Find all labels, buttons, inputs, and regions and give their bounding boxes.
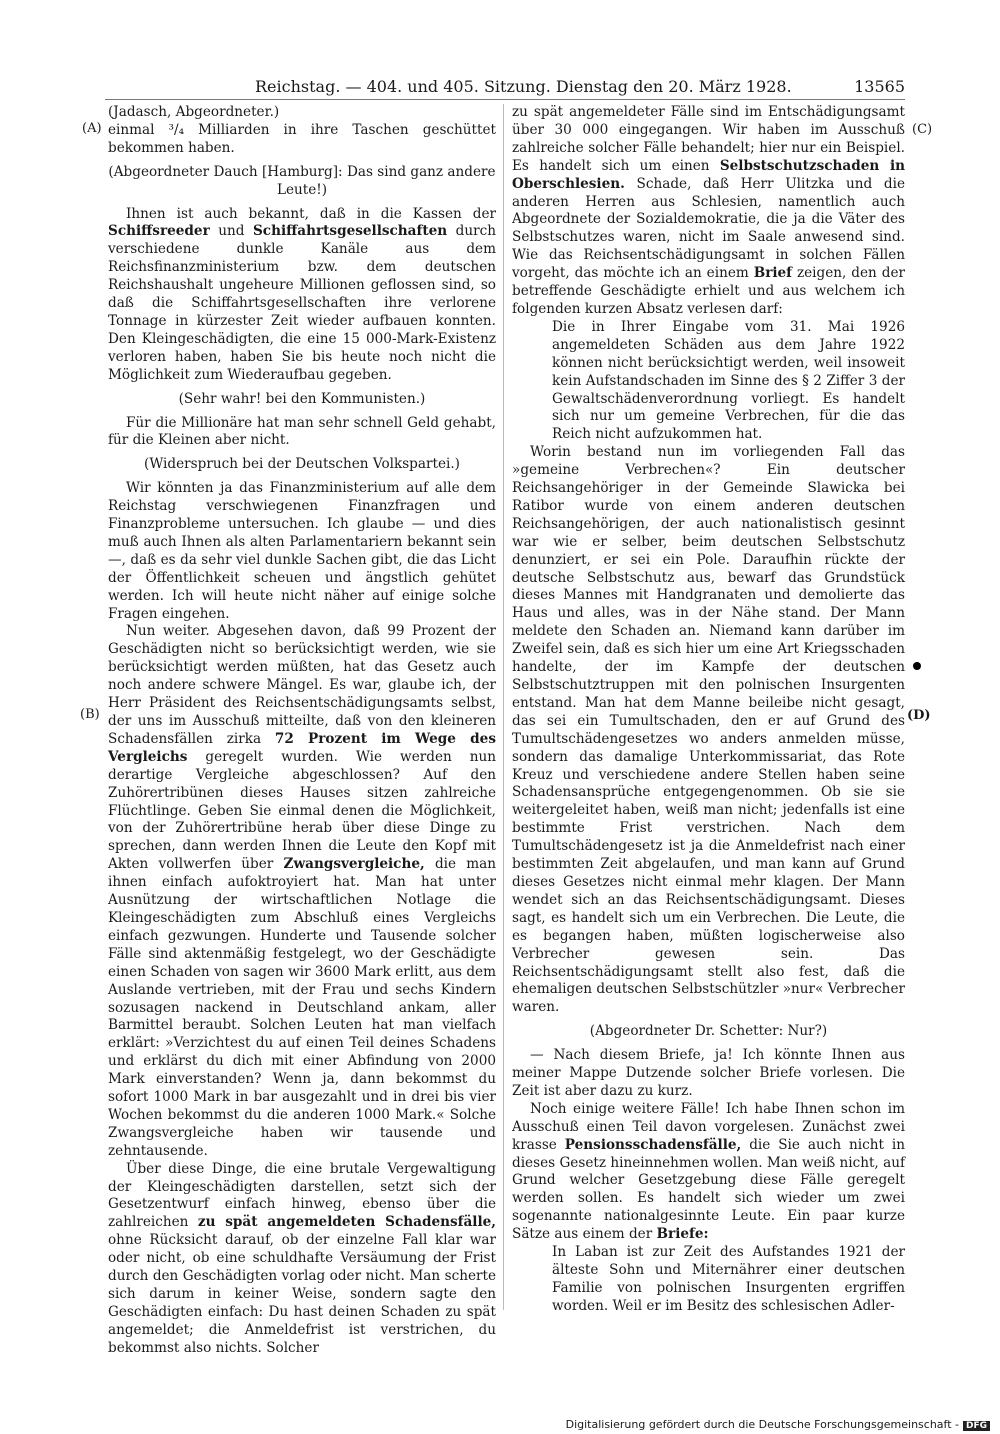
page-number: 13565: [854, 77, 905, 96]
bold-term: Selbstschutzschaden in Oberschlesien.: [512, 157, 906, 192]
ink-dot: [913, 662, 921, 670]
header-rule: [105, 99, 905, 100]
bold-term: 72 Prozent im Wege des Vergleichs: [108, 730, 496, 765]
bold-term: Schiffahrtsgesellschaften: [252, 223, 448, 240]
quoted-letter: Die in Ihrer Eingabe vom 31. Mai 1926 angemeldeten Schäden aus dem Jahre 1922 können nicht berücksichtigt werden, weil insoweit kein Aufstandschaden im Sinne des § 2 Ziffer 3 der Gewaltschädenverordnung vorliegt. Es handelt sich nur um gemeine Verbrechen, für die das Reich nicht aufzukommen hat.: [552, 318, 905, 443]
dfg-logo: DFG: [963, 1421, 990, 1431]
digitization-footer: [560, 1418, 990, 1431]
interjection: (Widerspruch bei der Deutschen Volkspartei.): [144, 456, 460, 473]
column-divider: [503, 104, 504, 1310]
margin-mark-c: (C): [912, 122, 933, 137]
paragraph: zu spät angemeldeter Fälle sind im Entschädigungsamt über 30 000 eingegangen. Wir haben im Ausschuß zahlreiche solcher Fälle behandelt; hier nur ein Beispiel. Es handelt sich um einen Selbstschutzschaden in Oberschlesien. Schade, daß Herr Ulitzka und die anderen Herren aus Schlesien, namentlich auch Abgeordnete der Sozialdemokratie, die ja die Väter des Selbstschutzes waren, nicht im Saale anwesend sind. Wie das Reichsentschädigungsamt in solchen Fällen vorgeht, das möchte ich an einem Brief zeigen, den der betreffende Geschädigte erhielt und aus welchem ich folgenden kurzen Absatz verlesen darf:: [512, 104, 906, 317]
bold-term: Pensionsschadensfälle,: [564, 1136, 742, 1153]
paragraph: Über diese Dinge, die eine brutale Vergewaltigung der Kleingeschädigten darstellen, setzt sich der Gesetzentwurf einfach hinweg, ebenso über die zahlreichen zu spät angemeldeten Schadensfälle, ohne Rücksicht darauf, ob der einzelne Fall klar war oder nicht, ob eine schuldhafte Versäumung der Frist durch den Geschädigten vorlag oder nicht. Man scherte sich darum in keiner Weise, sondern sagte den Geschädigten einfach: Du hast deinen Schaden zu spät angemeldet; die Anmeldefrist ist verstrichen, du bekommst also nichts. Solcher: [108, 1160, 496, 1356]
bold-term: Brief: [753, 265, 793, 282]
bold-term: Briefe:: [656, 1226, 709, 1243]
speaker-line: (Jadasch, Abgeordneter.): [108, 104, 280, 120]
paragraph: Ihnen ist auch bekannt, daß in die Kassen der Schiffsreeder und Schiffahrtsgesellschaften durch verschiedene dunkle Kanäle aus dem Reichsfinanzministerium bzw. dem deutschen Reichshaushalt ungeheure Millionen geflossen sind, so daß die Schiffahrtsgesellschaften ihre verlorene Tonnage in kürzester Zeit wieder aufbauen konnten. Den Kleingeschädigten, die eine 15 000-Mark-Existenz verloren haben, haben Sie bis heute noch nicht die Möglichkeit zum Wiederaufbau gegeben.: [108, 205, 496, 383]
running-header: [255, 77, 905, 99]
interjection: (Sehr wahr! bei den Kommunisten.): [178, 390, 426, 407]
margin-mark-d: (D): [907, 708, 931, 723]
bold-term: zu spät angemeldeten Schadensfälle,: [197, 1214, 496, 1231]
paragraph: Nun weiter. Abgesehen davon, daß 99 Prozent der Geschädigten nicht so berücksichtigt werden, wie sie berücksichtigt werden müßten, hat das Gesetz auch noch andere schwere Mängel. Es war, glaube ich, der Herr Präsident des Reichsentschädigungsamts selbst, der uns im Ausschuß mitteilte, daß von den kleineren Schadensfällen zirka 72 Prozent im Wege des Vergleichs geregelt wurden. Wie werden nun derartige Vergleiche abgeschlossen? Auf den Zuhörertribünen dieses Hauses sitzen zahlreiche Flüchtlinge. Geben Sie einmal denen die Möglichkeit, von der Zuhörertribüne herab über diese Dinge zu sprechen, dann werden Ihnen die Leute den Kopf mit Akten vollwerfen über Zwangsvergleiche, die man ihnen einfach aufoktroyiert hat. Man hat unter Ausnützung der wirtschaftlichen Notlage die Kleingeschädigten zum Abschluß eines Vergleichs einfach gezwungen. Hunderte und Tausende solcher Fälle sind aktenmäßig festgelegt, wo der Geschädigte einen Schaden von sagen wir 3600 Mark erlitt, aus dem Auslande vertrieben, mit der Frau und sechs Kindern sozusagen nackend in Deutschland ankam, aller Barmittel beraubt. Solchen Leuten hat man vielfach erklärt: »Verzichtest du auf einen Teil deines Schadens und erklärst du dich mit einer Abfindung von 2000 Mark einverstanden? Wenn ja, dann bekommst du sofort 1000 Mark in bar ausgezahlt und in drei bis vier Wochen bekommst du die anderen 1000 Mark.« Solche Zwangsvergleiche haben wir tausende und zehntausende.: [108, 623, 496, 1159]
paragraph: — Nach diesem Briefe, ja! Ich könnte Ihnen aus meiner Mappe Dutzende solcher Briefe vorlesen. Die Zeit ist aber dazu zu kurz.: [512, 1047, 905, 1099]
margin-mark-a: (A): [82, 121, 102, 136]
right-column: [512, 104, 905, 1316]
left-column: [108, 104, 496, 1358]
margin-mark-b: (B): [80, 707, 100, 722]
header-title: Reichstag. — 404. und 405. Sitzung. Dienstag den 20. März 1928.: [255, 77, 792, 96]
paragraph: Worin bestand nun im vorliegenden Fall das »gemeine Verbrechen«? Ein deutscher Reichsangehöriger in der Gemeinde Slawicka bei Ratibor wurde von einem anderen deutschen Reichsangehörigen, der auch nationalistisch gesinnt war wie er selber, beim deutschen Selbstschutz denunziert, er sei ein Pole. Daraufhin rückte der deutsche Selbstschutz aus, bewarf das Grundstück dieses Mannes mit Handgranaten und demolierte das Haus und alles, was in der Nähe stand. Der Mann meldete den Schaden an. Niemand kann darüber im Zweifel sein, daß es sich hier um eine Art Kriegsschaden handelte, der im Kampfe der deutschen Selbstschutztruppen mit den polnischen Insurgenten entstand. Man hat dem Manne beileibe nicht gesagt, das sei ein Tumultschaden, den er auf Grund des Tumultschädengesetzes wo anders anmelden müsse, sondern das damalige Unterkommissariat, das Rote Kreuz und verschiedene andere Stellen haben seine Schadensansprüche entgegengenommen. Ob sie sie weitergeleitet haben, weiß man nicht; jedenfalls ist eine bestimmte Frist verstrichen. Nach dem Tumultschädengesetz ist ja die Anmeldefrist nach einer bestimmten Zeit abgelaufen, und man kann auf Grund dieses Gesetzes nicht einmal mehr klagen. Der Mann wendet sich an das Reichsentschädigungsamt. Dieses sagt, es handelt sich um ein Verbrechen. Die Leute, die es begangen haben, müßten logischerweise also Verbrecher gewesen sein. Das Reichsentschädigungsamt stellt also fest, daß die ehemaligen deutschen Selbstschützler »nur« Verbrecher waren.: [512, 444, 905, 1016]
interjection: (Abgeordneter Dr. Schetter: Nur?): [589, 1023, 828, 1040]
interjection: (Abgeordneter Dauch [Hamburg]: Das sind ganz andere Leute!): [108, 163, 496, 198]
paragraph: einmal ³/₄ Milliarden in ihre Taschen geschüttet bekommen haben.: [108, 121, 496, 156]
bold-term: Zwangsvergleiche,: [283, 856, 425, 873]
paragraph: Wir könnten ja das Finanzministerium auf alle dem Reichstag verschwiegenen Finanzfragen und Finanzprobleme untersuchen. Ich glaube — und dies muß auch Ihnen als alten Parlamentariern bekannt sein —, daß es da sehr viel dunkle Sachen gibt, die das Licht der Öffentlichkeit scheuen und ängstlich gehütet werden. Ich will heute nicht näher auf einige solche Fragen eingehen.: [108, 480, 496, 622]
bold-term: Schiffsreeder: [108, 223, 210, 240]
paragraph: Für die Millionäre hat man sehr schnell Geld gehabt, für die Kleinen aber nicht.: [108, 414, 496, 449]
quoted-letter: In Laban ist zur Zeit des Aufstandes 1921 der älteste Sohn und Miternährer einer deutschen Familie von polnischen Insurgenten ergriffen worden. Weil er im Besitz des schlesischen Adler-: [552, 1244, 905, 1314]
footer-text: Digitalisierung gefördert durch die Deutsche Forschungsgemeinschaft -: [565, 1418, 959, 1431]
paragraph: Noch einige weitere Fälle! Ich habe Ihnen schon im Ausschuß einen Teil davon vorgelesen. Zunächst zwei krasse Pensionsschadensfälle, die Sie auch nicht in dieses Gesetz hineinnehmen wollen. Man weiß nicht, auf Grund welcher Gesetzgebung diese Fälle geregelt werden sollen. Es handelt sich wieder um zwei sogenannte nationalgesinnte Leute. Ein paar kurze Sätze aus einem der Briefe:: [512, 1100, 905, 1243]
